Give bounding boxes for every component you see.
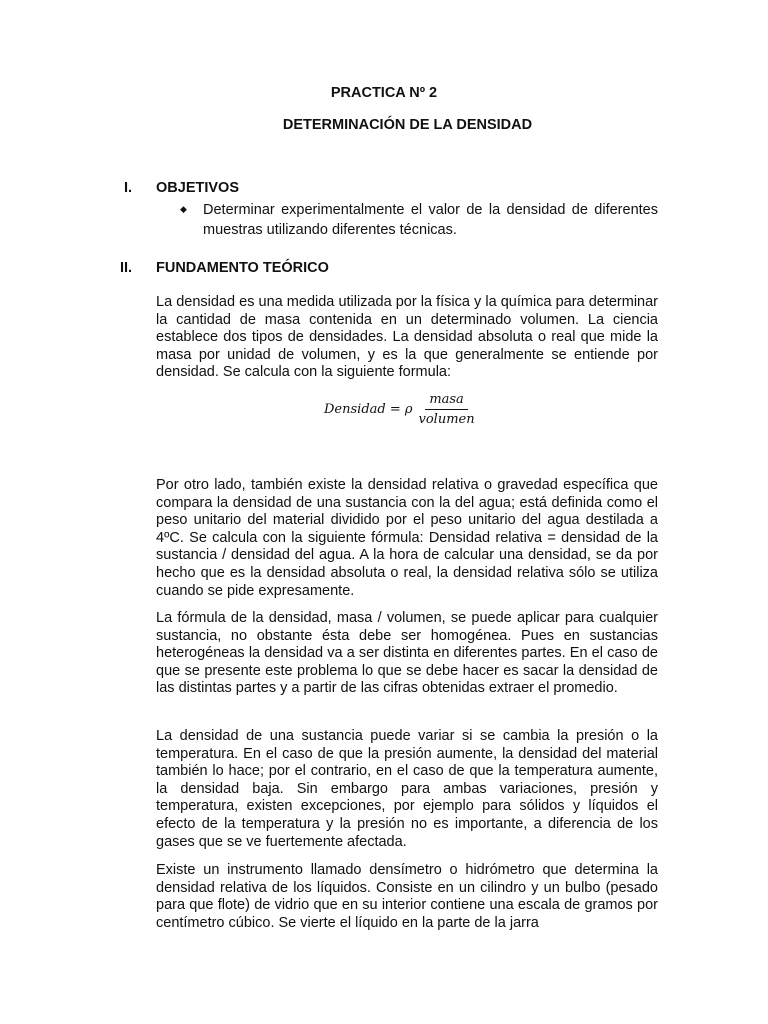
- section-2-number: II.: [120, 260, 133, 276]
- paragraph-5: Existe un instrumento llamado densímetro o hidrómetro que determina la densidad relativa de los líquidos. Consiste en un cilindro y un bulbo (pesado para que flote) de vidrio que en su interior contiene una escala de gramos por centímetro cúbico. Se vierte el líquido en la parte de la jarra: [156, 862, 658, 931]
- section-2-title: FUNDAMENTO TEÓRICO: [156, 260, 329, 276]
- formula-lhs: Densidad = ρ: [324, 402, 413, 417]
- paragraph-2: Por otro lado, también existe la densidad relativa o gravedad específica que compara la densidad de una sustancia con la del agua; está definida como el peso unitario del material dividido por el peso unitario del agua destilada a 4ºC. Se calcula con la siguiente fórmula: Densidad relativa = densidad de la sustancia / densidad del agua. A la hora de calcular una densidad, se da por hecho que es la densidad absoluta o real, la densidad relativa sólo se utiliza cuando se pide expresamente.: [156, 477, 658, 599]
- section-1-title: OBJETIVOS: [156, 180, 239, 196]
- diamond-bullet-icon: ◆: [180, 204, 187, 214]
- paragraph-4: La densidad de una sustancia puede variar si se cambia la presión o la temperatura. En el caso de que la presión aumente, la densidad del material también lo hace; por el contrario, en el caso de que la temperatura aumente, la densidad baja. Sin embargo para ambas variaciones, presión y temperatura, existen excepciones, por ejemplo para sólidos y líquidos el efecto de la temperatura y la presión no es importante, a diferencia de los gases que se ve fuertemente afectada.: [156, 728, 658, 850]
- document-title: DETERMINACIÓN DE LA DENSIDAD: [282, 117, 533, 133]
- formula-fraction: [417, 392, 477, 427]
- objective-item: Determinar experimentalmente el valor de la densidad de diferentes muestras utilizando diferentes técnicas.: [203, 202, 658, 238]
- section-1-number: I.: [124, 180, 133, 196]
- paragraph-3: La fórmula de la densidad, masa / volumen, se puede aplicar para cualquier sustancia, no obstante ésta debe ser homogénea. Pues en sustancias heterogéneas la densidad va a ser distinta en diferentes partes. En el caso de que se presente este problema lo que se debe hacer es sacar la densidad de las distintas partes y a partir de las cifras obtenidas extraer el promedio.: [156, 610, 658, 697]
- paragraph-1: La densidad es una medida utilizada por la física y la química para determinar la cantidad de masa contenida en un determinado volumen. La ciencia establece dos tipos de densidades. La densidad absoluta o real que mide la masa por unidad de volumen, y es la que generalmente se entiende por densidad. Se calcula con la siguiente formula:: [156, 294, 658, 381]
- density-formula: [324, 392, 477, 427]
- formula-denominator: volumen: [418, 412, 475, 427]
- formula-numerator: masa: [425, 392, 468, 410]
- practice-number-heading: PRACTICA Nº 2: [330, 85, 438, 101]
